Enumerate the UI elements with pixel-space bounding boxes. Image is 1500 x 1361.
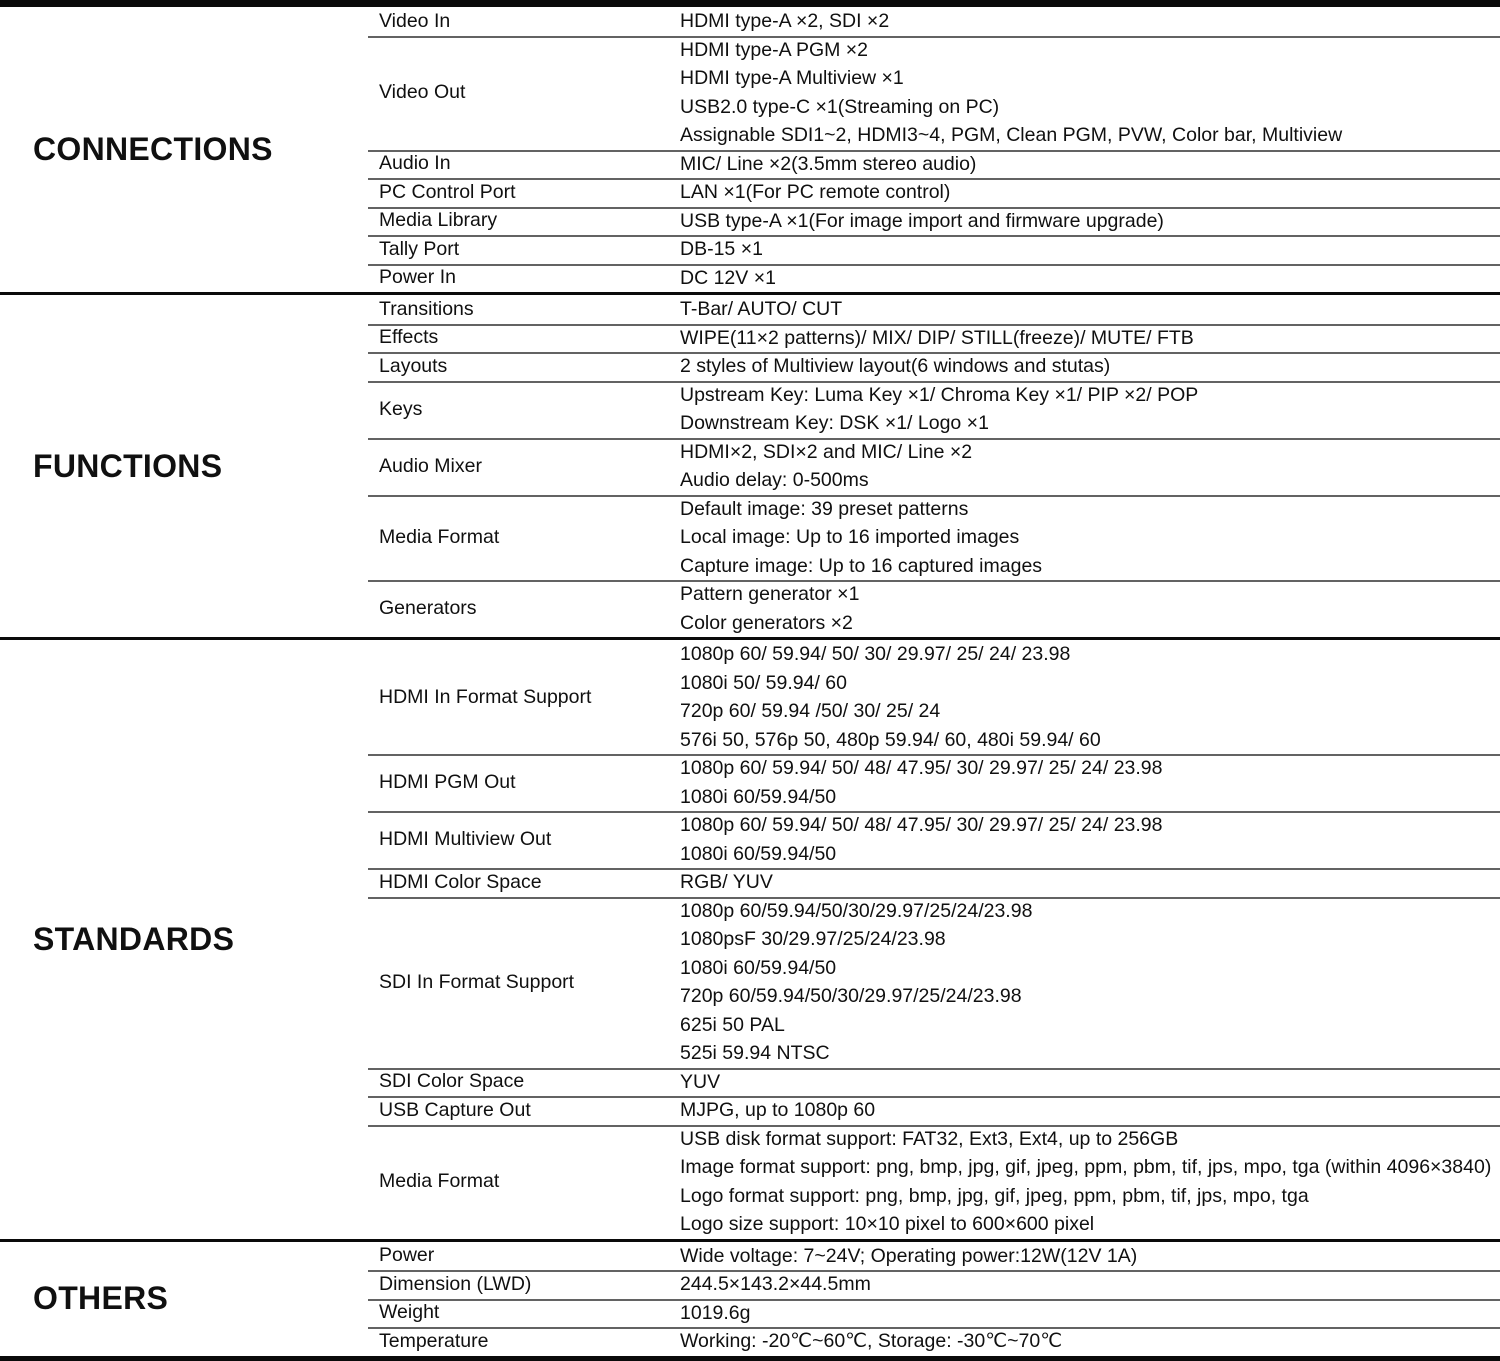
- row-label: SDI In Format Support: [379, 970, 575, 993]
- section-rows: [368, 1242, 1500, 1356]
- row-values: [680, 1068, 1500, 1097]
- row-label: Audio In: [379, 152, 451, 175]
- spec-row: [368, 1242, 1500, 1271]
- row-label: Weight: [379, 1301, 440, 1324]
- row-value-line: Downstream Key: DSK ×1/ Logo ×1: [680, 412, 989, 434]
- row-value-line: 2 styles of Multiview layout(6 windows and stutas): [680, 355, 1111, 377]
- spec-row: [368, 207, 1500, 236]
- row-value-line: 1080i 50/ 59.94/ 60: [680, 671, 847, 694]
- row-values: [680, 1096, 1500, 1125]
- row-value-line: 1080p 60/ 59.94/ 50/ 48/ 47.95/ 30/ 29.97/ 25/ 24/ 23.98: [680, 757, 1163, 779]
- row-label: Video Out: [379, 81, 466, 103]
- row-label: HDMI Multiview Out: [379, 828, 552, 850]
- section-others: [0, 1239, 1500, 1356]
- spec-row: [368, 811, 1500, 868]
- row-values: [680, 868, 1500, 897]
- section-rows: [368, 295, 1500, 637]
- row-values: [680, 640, 1500, 754]
- spec-row: [368, 324, 1500, 353]
- row-values: [680, 438, 1500, 495]
- row-value-line: 1080i 60/59.94/50: [680, 956, 837, 979]
- row-value-line: HDMI type-A ×2, SDI ×2: [680, 10, 890, 32]
- row-value-line: Audio delay: 0-500ms: [680, 469, 869, 491]
- row-value-line: USB2.0 type-C ×1(Streaming on PC): [680, 95, 1000, 118]
- row-value-line: LAN ×1(For PC remote control): [680, 181, 951, 203]
- section-title: FUNCTIONS: [33, 447, 223, 484]
- row-value-line: Upstream Key: Luma Key ×1/ Chroma Key ×1/ PIP ×2/ POP: [680, 383, 1199, 406]
- spec-row: [368, 1125, 1500, 1239]
- row-label: HDMI In Format Support: [379, 685, 592, 708]
- row-value-line: HDMI type-A Multiview ×1: [680, 67, 904, 89]
- row-values: [680, 352, 1500, 381]
- row-values: [680, 1242, 1500, 1271]
- section-title-cell: [0, 1242, 368, 1356]
- row-label: HDMI Color Space: [379, 870, 542, 893]
- row-value-line: YUV: [680, 1070, 721, 1093]
- spec-row: [368, 868, 1500, 897]
- row-value-line: DC 12V ×1: [680, 266, 776, 289]
- row-label: Power In: [379, 266, 456, 289]
- row-values: [680, 7, 1500, 36]
- spec-row: [368, 438, 1500, 495]
- row-values: [680, 235, 1500, 264]
- row-value-line: Pattern generator ×1: [680, 583, 860, 605]
- spec-row: [368, 495, 1500, 581]
- row-label: Tally Port: [379, 237, 460, 260]
- row-values: [680, 495, 1500, 581]
- row-label: USB Capture Out: [379, 1098, 531, 1121]
- spec-row: [368, 1270, 1500, 1299]
- section-title: OTHERS: [33, 1280, 169, 1316]
- section-functions: [0, 292, 1500, 637]
- row-value-line: T-Bar/ AUTO/ CUT: [680, 298, 843, 320]
- row-value-line: Working: -20℃~60℃, Storage: -30℃~70℃: [680, 1330, 1063, 1352]
- row-value-line: Logo size support: 10×10 pixel to 600×600 pixel: [680, 1213, 1095, 1235]
- row-label: Audio Mixer: [379, 454, 482, 477]
- row-value-line: 244.5×143.2×44.5mm: [680, 1273, 871, 1295]
- section-title-cell: [0, 7, 368, 292]
- spec-row: [368, 1068, 1500, 1097]
- row-value-line: Capture image: Up to 16 captured images: [680, 554, 1043, 577]
- row-values: [680, 264, 1500, 293]
- row-label: Keys: [379, 397, 423, 420]
- row-value-line: 1080p 60/ 59.94/ 50/ 30/ 29.97/ 25/ 24/ 23.98: [680, 643, 1071, 665]
- row-value-line: RGB/ YUV: [680, 871, 773, 893]
- section-title: CONNECTIONS: [33, 131, 273, 167]
- row-label: Power: [379, 1244, 435, 1267]
- spec-row: [368, 1299, 1500, 1328]
- row-label: Transitions: [379, 297, 474, 320]
- row-values: [680, 811, 1500, 868]
- row-value-line: USB type-A ×1(For image import and firmware upgrade): [680, 209, 1164, 232]
- row-label: Effects: [379, 326, 439, 349]
- spec-row: [368, 381, 1500, 438]
- section-title-cell: [0, 640, 368, 1239]
- row-value-line: 1080i 60/59.94/50: [680, 785, 837, 808]
- row-value-line: HDMI×2, SDI×2 and MIC/ Line ×2: [680, 440, 973, 463]
- spec-row: [368, 150, 1500, 179]
- row-value-line: 1080psF 30/29.97/25/24/23.98: [680, 928, 946, 950]
- row-value-line: WIPE(11×2 patterns)/ MIX/ DIP/ STILL(freeze)/ MUTE/ FTB: [680, 326, 1194, 349]
- row-value-line: Local image: Up to 16 imported images: [680, 526, 1020, 548]
- spec-row: [368, 352, 1500, 381]
- row-label: Media Format: [379, 1170, 500, 1192]
- row-label: Media Format: [379, 525, 500, 548]
- row-values: [680, 1125, 1500, 1239]
- row-value-line: MJPG, up to 1080p 60: [680, 1099, 876, 1121]
- row-value-line: USB disk format support: FAT32, Ext3, Ext4, up to 256GB: [680, 1127, 1179, 1150]
- row-value-line: 576i 50, 576p 50, 480p 59.94/ 60, 480i 59.94/ 60: [680, 728, 1101, 751]
- row-value-line: MIC/ Line ×2(3.5mm stereo audio): [680, 152, 977, 175]
- section-standards: [0, 637, 1500, 1239]
- spec-row: [368, 235, 1500, 264]
- spec-row: [368, 7, 1500, 36]
- row-values: [680, 580, 1500, 637]
- spec-row: [368, 580, 1500, 637]
- row-values: [680, 178, 1500, 207]
- row-value-line: 625i 50 PAL: [680, 1013, 785, 1036]
- row-value-line: 1080p 60/59.94/50/30/29.97/25/24/23.98: [680, 899, 1033, 922]
- section-rows: [368, 640, 1500, 1239]
- row-label: Dimension (LWD): [379, 1272, 532, 1295]
- row-label: HDMI PGM Out: [379, 771, 516, 793]
- row-value-line: DB-15 ×1: [680, 238, 763, 260]
- row-values: [680, 207, 1500, 236]
- row-label: SDI Color Space: [379, 1070, 525, 1093]
- row-values: [680, 1299, 1500, 1328]
- spec-row: [368, 640, 1500, 754]
- spec-row: [368, 1096, 1500, 1125]
- row-value-line: HDMI type-A PGM ×2: [680, 38, 869, 61]
- row-value-line: Default image: 39 preset patterns: [680, 497, 969, 520]
- row-values: [680, 324, 1500, 353]
- spec-row: [368, 178, 1500, 207]
- spec-row: [368, 264, 1500, 293]
- spec-row: [368, 754, 1500, 811]
- row-label: Temperature: [379, 1329, 489, 1352]
- row-values: [680, 1270, 1500, 1299]
- row-values: [680, 381, 1500, 438]
- row-value-line: 720p 60/59.94/50/30/29.97/25/24/23.98: [680, 985, 1022, 1007]
- row-value-line: Image format support: png, bmp, jpg, gif, jpeg, ppm, pbm, tif, jps, mpo, tga (within 4096×3840): [680, 1156, 1492, 1178]
- row-value-line: 1080i 60/59.94/50: [680, 842, 837, 865]
- row-label: Generators: [379, 597, 477, 619]
- spec-row: [368, 295, 1500, 324]
- row-values: [680, 295, 1500, 324]
- row-label: Layouts: [379, 354, 448, 377]
- row-value-line: 720p 60/ 59.94 /50/ 30/ 25/ 24: [680, 700, 941, 722]
- row-value-line: Assignable SDI1~2, HDMI3~4, PGM, Clean PGM, PVW, Color bar, Multiview: [680, 124, 1343, 146]
- row-values: [680, 754, 1500, 811]
- row-value-line: 525i 59.94 NTSC: [680, 1042, 830, 1064]
- spec-row: [368, 36, 1500, 150]
- row-values: [680, 150, 1500, 179]
- section-rows: [368, 7, 1500, 292]
- row-label: Video In: [379, 9, 451, 32]
- row-label: PC Control Port: [379, 180, 516, 203]
- spec-row: [368, 1327, 1500, 1356]
- row-label: Media Library: [379, 209, 498, 232]
- row-values: [680, 1327, 1500, 1356]
- row-values: [680, 36, 1500, 150]
- section-title-cell: [0, 295, 368, 637]
- section-connections: [0, 7, 1500, 292]
- row-value-line: Color generators ×2: [680, 611, 853, 634]
- row-value-line: 1019.6g: [680, 1301, 751, 1324]
- spec-row: [368, 897, 1500, 1068]
- row-value-line: 1080p 60/ 59.94/ 50/ 48/ 47.95/ 30/ 29.97/ 25/ 24/ 23.98: [680, 814, 1163, 836]
- row-value-line: Wide voltage: 7~24V; Operating power:12W(12V 1A): [680, 1244, 1138, 1267]
- section-title: STANDARDS: [33, 920, 235, 957]
- row-value-line: Logo format support: png, bmp, jpg, gif, jpeg, ppm, pbm, tif, jps, mpo, tga: [680, 1184, 1309, 1207]
- row-values: [680, 897, 1500, 1068]
